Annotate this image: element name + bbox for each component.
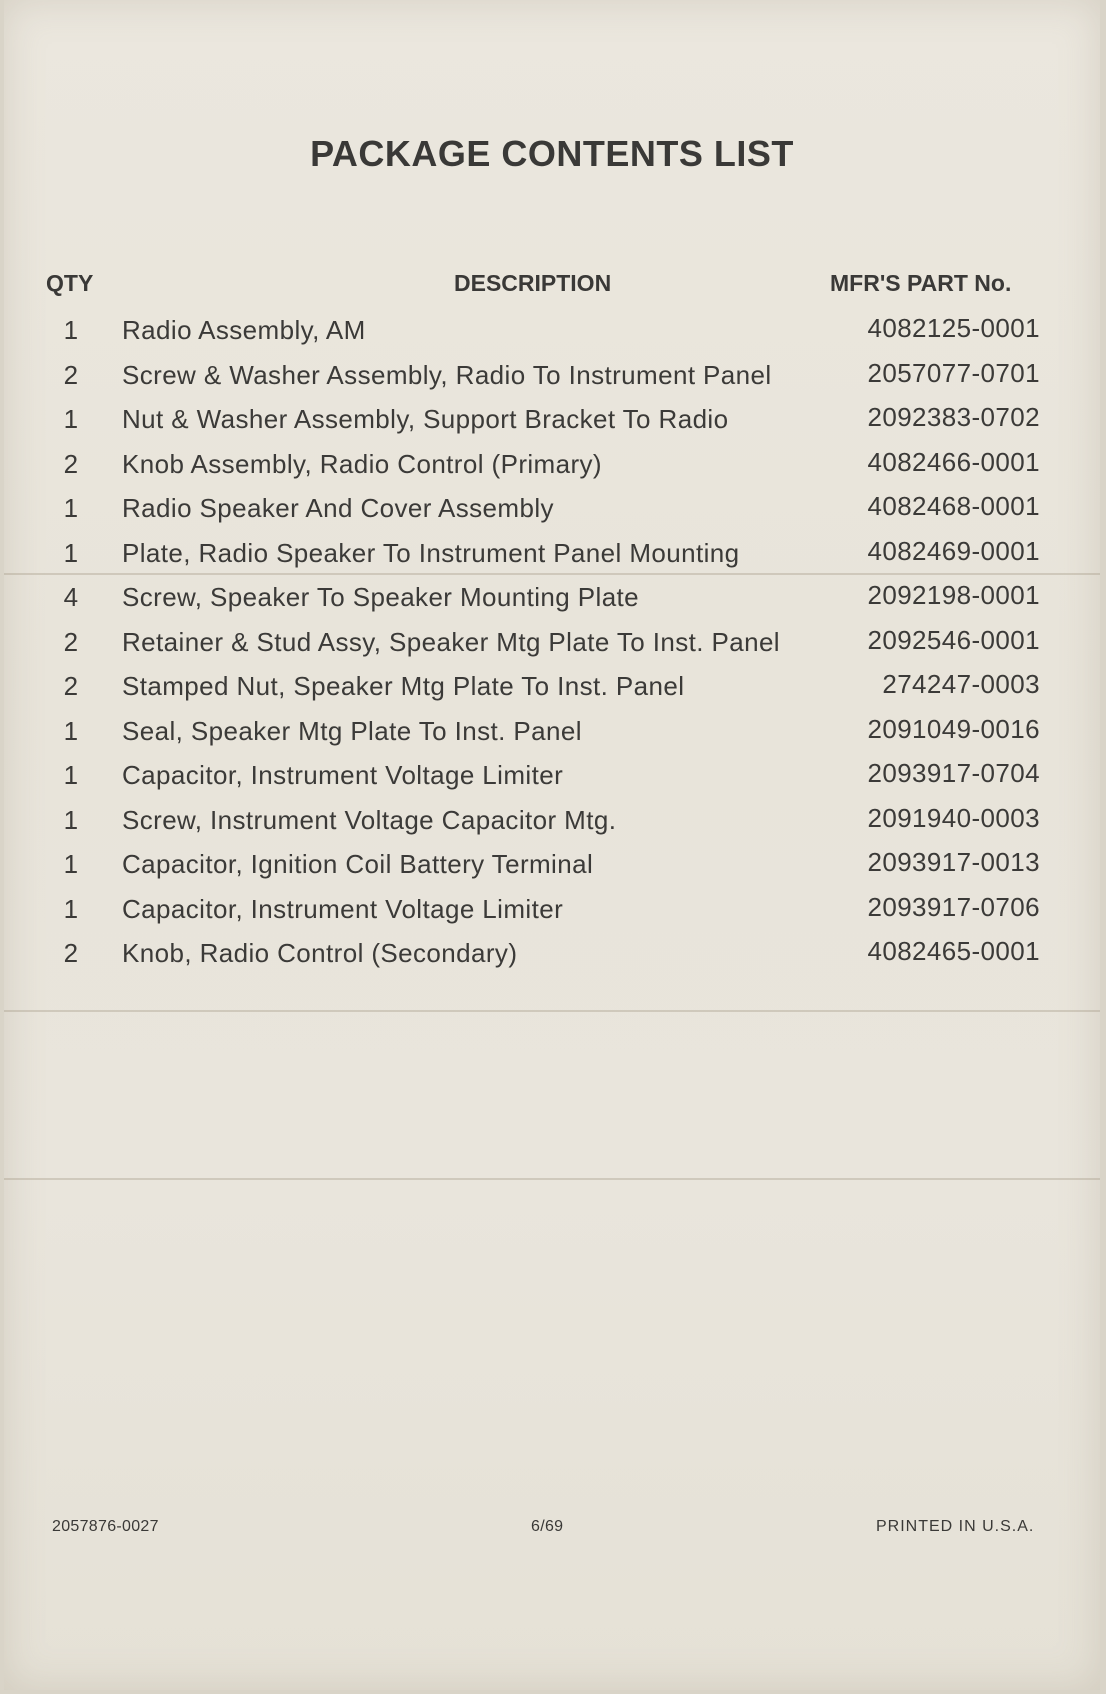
row-description: Capacitor, Instrument Voltage Limiter bbox=[122, 760, 564, 790]
fold-line bbox=[4, 1010, 1100, 1012]
row-part-number: 2093917-0706 bbox=[867, 891, 1040, 922]
row-description: Seal, Speaker Mtg Plate To Inst. Panel bbox=[122, 715, 582, 746]
table-row bbox=[4, 530, 1100, 575]
row-description: Nut & Washer Assembly, Support Bracket To Radio bbox=[122, 404, 729, 434]
row-qty: 1 bbox=[63, 849, 79, 879]
column-header-qty: QTY bbox=[46, 270, 94, 296]
table-row bbox=[4, 752, 1100, 797]
row-qty: 2 bbox=[63, 448, 79, 479]
row-part-number: 4082465-0001 bbox=[867, 936, 1040, 966]
table-row bbox=[4, 307, 1100, 352]
page-title: PACKAGE CONTENTS LIST bbox=[310, 133, 794, 174]
column-header-description: DESCRIPTION bbox=[454, 270, 612, 296]
print-date: 6/69 bbox=[531, 1518, 564, 1535]
row-part-number: 4082468-0001 bbox=[867, 491, 1040, 521]
table-row bbox=[4, 396, 1100, 441]
table-row bbox=[4, 663, 1100, 708]
row-qty: 2 bbox=[63, 671, 79, 701]
row-qty: 2 bbox=[63, 938, 79, 968]
row-qty: 1 bbox=[63, 404, 79, 434]
row-description: Screw, Speaker To Speaker Mounting Plate bbox=[122, 582, 640, 612]
table-row bbox=[4, 485, 1100, 530]
row-description: Capacitor, Ignition Coil Battery Terminal bbox=[122, 849, 594, 879]
row-part-number: 2091049-0016 bbox=[867, 713, 1040, 744]
row-description: Screw & Washer Assembly, Radio To Instrument Panel bbox=[122, 359, 772, 390]
row-part-number: 4082469-0001 bbox=[867, 535, 1040, 566]
document-sheet bbox=[4, 0, 1100, 1690]
table-row bbox=[4, 797, 1100, 842]
row-qty: 1 bbox=[63, 315, 79, 345]
fold-line bbox=[4, 1178, 1100, 1180]
row-description: Plate, Radio Speaker To Instrument Panel Mounting bbox=[122, 537, 740, 568]
row-part-number: 4082466-0001 bbox=[867, 446, 1040, 477]
row-description: Stamped Nut, Speaker Mtg Plate To Inst. Panel bbox=[122, 671, 685, 701]
table-row bbox=[4, 886, 1100, 931]
row-description: Screw, Instrument Voltage Capacitor Mtg. bbox=[122, 804, 617, 835]
row-qty: 2 bbox=[63, 626, 79, 657]
column-header-part-number: MFR'S PART No. bbox=[830, 270, 1012, 296]
table-row bbox=[4, 574, 1100, 619]
row-part-number: 4082125-0001 bbox=[867, 313, 1040, 343]
row-qty: 1 bbox=[63, 715, 79, 746]
row-qty: 1 bbox=[63, 493, 79, 523]
row-description: Knob Assembly, Radio Control (Primary) bbox=[122, 448, 602, 479]
row-description: Radio Speaker And Cover Assembly bbox=[122, 493, 554, 523]
printed-in-note: PRINTED IN U.S.A. bbox=[876, 1518, 1035, 1535]
table-row bbox=[4, 841, 1100, 886]
form-number: 2057876-0027 bbox=[52, 1518, 159, 1535]
row-description: Radio Assembly, AM bbox=[122, 315, 366, 345]
row-part-number: 2092383-0702 bbox=[867, 402, 1040, 432]
row-part-number: 2091940-0003 bbox=[867, 802, 1040, 833]
row-part-number: 2093917-0013 bbox=[867, 847, 1040, 877]
row-qty: 1 bbox=[63, 760, 79, 790]
row-part-number: 2092546-0001 bbox=[867, 624, 1040, 655]
row-qty: 1 bbox=[63, 893, 79, 924]
row-qty: 1 bbox=[63, 537, 79, 568]
contents-table bbox=[4, 307, 1100, 975]
row-description: Knob, Radio Control (Secondary) bbox=[122, 938, 518, 968]
row-description: Capacitor, Instrument Voltage Limiter bbox=[122, 893, 564, 924]
row-qty: 1 bbox=[63, 804, 79, 835]
table-row bbox=[4, 352, 1100, 397]
row-qty: 2 bbox=[63, 359, 79, 390]
table-row bbox=[4, 619, 1100, 664]
table-row bbox=[4, 441, 1100, 486]
row-part-number: 274247-0003 bbox=[882, 669, 1040, 699]
row-qty: 4 bbox=[63, 582, 79, 612]
row-description: Retainer & Stud Assy, Speaker Mtg Plate To Inst. Panel bbox=[122, 626, 780, 657]
row-part-number: 2093917-0704 bbox=[867, 758, 1040, 788]
table-row bbox=[4, 930, 1100, 975]
row-part-number: 2092198-0001 bbox=[867, 580, 1040, 610]
row-part-number: 2057077-0701 bbox=[867, 357, 1040, 388]
table-row bbox=[4, 708, 1100, 753]
